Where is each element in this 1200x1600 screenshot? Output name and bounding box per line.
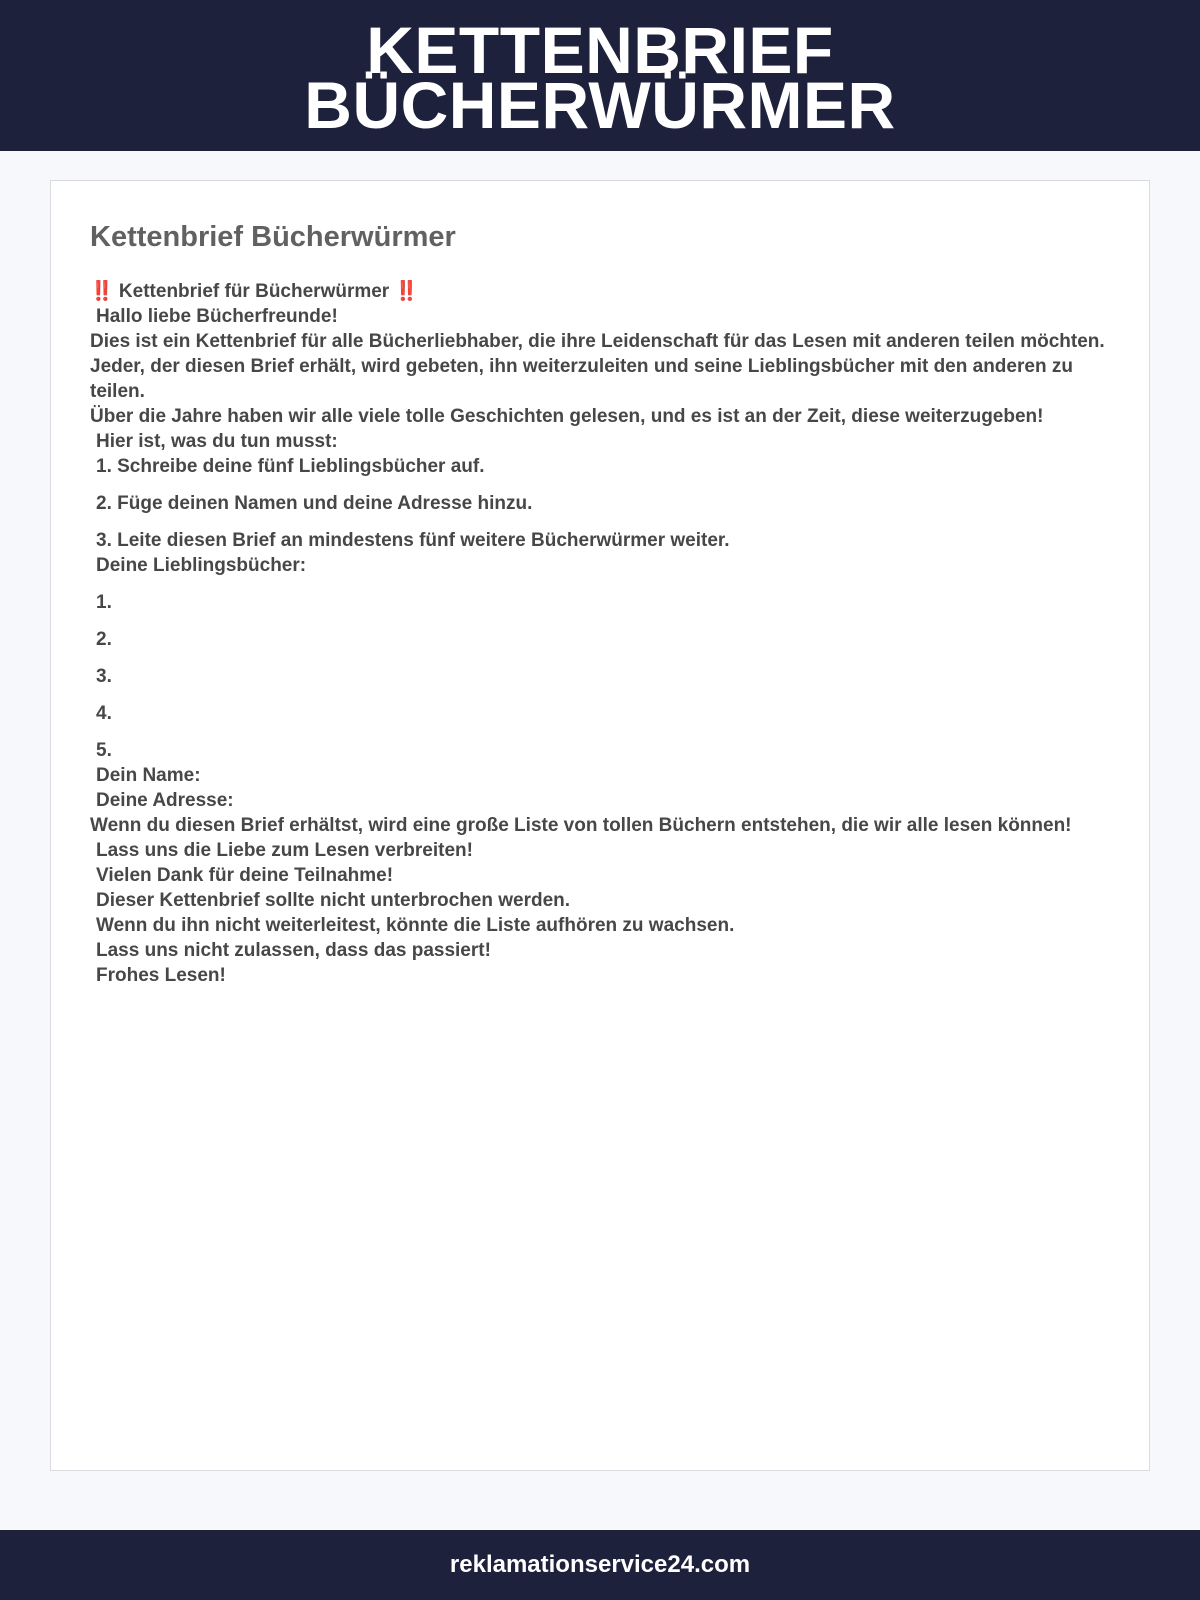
favorite-slot: 3. [96,666,112,687]
paragraph-intro: Dies ist ein Kettenbrief für alle Bücherliebhaber, die ihre Leidenschaft für das Lesen mit anderen teilen möchten. [90,331,1105,352]
footer-site-link[interactable]: reklamationservice24.com [449,1551,751,1578]
favorite-slot: 1. [96,592,112,613]
closing-line: Vielen Dank für deine Teilnahme! [96,865,394,886]
instruction-item: 2. Füge deinen Namen und deine Adresse hinzu. [96,493,533,514]
favorite-slot: 4. [96,703,112,724]
greeting: Hallo liebe Bücherfreunde! [96,306,338,327]
address-field-label: Deine Adresse: [96,790,234,811]
favorite-slot: 5. [96,740,112,761]
document-card [50,180,1150,1471]
closing-line: Lass uns die Liebe zum Lesen verbreiten! [96,840,473,861]
paragraph-years: Über die Jahre haben wir alle viele tolle Geschichten gelesen, und es ist an der Zeit, diese weiterzugeben! [90,406,1044,427]
site-footer [0,1530,1200,1600]
letter-heading: ‼️ Kettenbrief für Bücherwürmer ‼️ [90,281,419,302]
favorites-heading: Deine Lieblingsbücher: [96,555,307,576]
closing-line: Lass uns nicht zulassen, dass das passiert! [96,940,491,961]
paragraph-list: Wenn du diesen Brief erhältst, wird eine große Liste von tollen Büchern entstehen, die wir alle lesen können! [90,815,1072,836]
favorite-slot: 2. [96,629,112,650]
name-field-label: Dein Name: [96,765,201,786]
instruction-item: 3. Leite diesen Brief an mindestens fünf weitere Bücherwürmer weiter. [96,530,730,551]
sign-off: Frohes Lesen! [96,965,226,986]
document-title: Kettenbrief Bücherwürmer [90,221,456,253]
paragraph-request: Jeder, der diesen Brief erhält, wird gebeten, ihn weiterzuleiten und seine Lieblingsbücher mit den anderen zu teilen. [90,356,1073,402]
site-title-line-1: KETTENBRIEF [366,12,834,87]
site-title-line-2: BÜCHERWÜRMER [304,67,896,142]
closing-line: Dieser Kettenbrief sollte nicht unterbrochen werden. [96,890,571,911]
closing-line: Wenn du ihn nicht weiterleitest, könnte die Liste aufhören zu wachsen. [96,915,735,936]
site-header [0,0,1200,151]
site-title [220,12,980,142]
document-body [90,279,1120,988]
instruction-item: 1. Schreibe deine fünf Lieblingsbücher auf. [96,456,485,477]
instructions-heading: Hier ist, was du tun musst: [96,431,338,452]
